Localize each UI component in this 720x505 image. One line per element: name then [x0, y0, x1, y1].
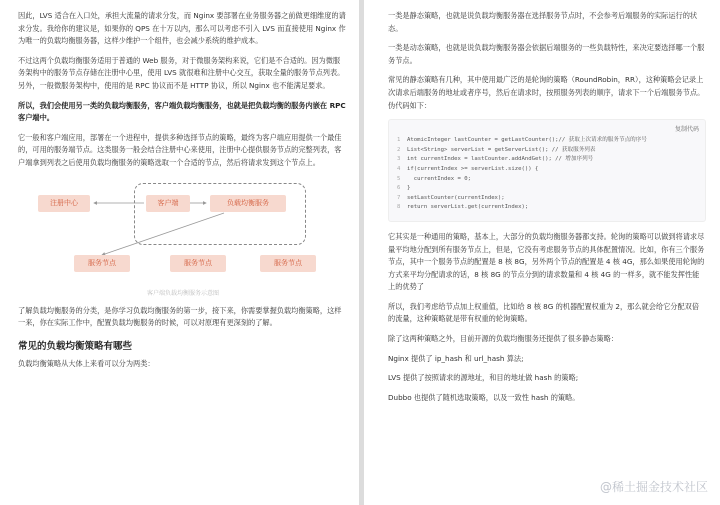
- code-line: 6 }: [397, 185, 411, 192]
- load-balancer-box: 负载均衡服务: [210, 195, 286, 212]
- code-line: 4 if(currentIndex >= serverList.size()) {: [397, 165, 539, 172]
- paragraph: 除了这两种策略之外，目前开源的负载均衡服务还提供了很多静态策略：: [388, 334, 619, 344]
- left-page: [0, 0, 359, 505]
- paragraph: 负载均衡策略从大体上来看可以分为两类：: [18, 358, 155, 368]
- service-node-box: 服务节点: [260, 255, 316, 272]
- paragraph: 不过这两个负载均衡服务适用于普通的 Web 服务，对于微服务架构来说，它们是不合适的。因为微服务架构中的服务节点存储在注册中心里，使用 LVS 就很难和注册中心交互，获取全量的服务节点列表。另外，一般微服务架构中，使用的是 RPC 协议而不是 HTTP 协议，所以 Nginx 也不能满足要求。: [18, 55, 345, 90]
- code-line: 5 currentIndex = 0;: [397, 175, 471, 182]
- service-node-box: 服务节点: [74, 255, 130, 272]
- paragraph: 所以，我们考虑给节点加上权重值，比如给 8 核 8G 的机器配置权重为 2，那么就会给它分配双倍的流量，这种策略就是带有权重的轮询策略。: [388, 301, 700, 324]
- right-page: [364, 0, 720, 505]
- paragraph: 一类是动态策略，也就是说负载均衡服务器会依据后端服务的一些负载特性，来决定要选择哪一个服务节点。: [388, 43, 705, 65]
- code-line: 1 AtomicInteger lastCounter = getLastCounter();// 获取上次请求的服务节点的序号: [397, 137, 647, 144]
- code-line: 2 List<String> serverList = getServerList(); // 获取服务列表: [397, 146, 596, 153]
- paragraph-bold: 所以，我们会使用另一类的负载均衡服务，客户端负载均衡服务，也就是把负载均衡的服务内嵌在 RPC 客户端中。: [18, 100, 346, 123]
- code-line: 7 setLastCounter(currentIndex);: [397, 194, 505, 201]
- list-item: Nginx 提供了 ip_hash 和 url_hash 算法;: [388, 353, 524, 363]
- section-heading: 常见的负载均衡策略有哪些: [18, 340, 133, 352]
- list-item: Dubbo 也提供了随机选取策略，以及一致性 hash 的策略。: [388, 392, 580, 402]
- code-block: [388, 119, 706, 222]
- code-line: 8 return serverList.get(currentIndex);: [397, 204, 529, 211]
- diagram-caption: 客户端负载均衡服务示意图: [146, 289, 219, 297]
- watermark: @稀土掘金技术社区: [599, 480, 708, 494]
- paragraph: 一类是静态策略，也就是说负载均衡服务器在选择服务节点时，不会参考后端服务的实际运行的状态。: [388, 11, 698, 33]
- code-line: 3 int currentIndex = lastCounter.addAndGet(); // 增加序列号: [397, 156, 594, 163]
- paragraph: 因此，LVS 适合在入口处，承担大流量的请求分发，而 Nginx 要部署在业务服务器之前做更细维度的请求分发。我给你的建议是，如果你的 QPS 在十万以内，那么可以考虑不引入 LVS 而直接使用 Nginx 作为唯一的负载均衡服务器，这样少维护一个组件，也会减少系统的维护成本。: [18, 11, 346, 46]
- client-load-balancing-diagram: [24, 177, 342, 297]
- paragraph: 它一般和客户端应用，部署在一个进程中，提供多种选择节点的策略，最终为客户端应用提供一个最佳的，可用的服务端节点。这类服务一般会结合注册中心来使用，注册中心提供服务节点的完整列表，客户端拿到列表之后使用负载均衡服务的策略选取一个合适的节点，然后将请求发到这个节点上。: [18, 132, 342, 167]
- paragraph: 常见的静态策略有几种，其中使用最广泛的是轮询的策略（RoundRobin，RR），这种策略会记录上次请求后端服务的地址或者序号，然后在请求时，按照服务列表的顺序，请求下一个后端服务节点。伪代码如下：: [388, 75, 705, 110]
- paragraph: 了解负载均衡服务的分类，是你学习负载均衡服务的第一步，接下来，你需要掌握负载均衡策略，这样一来，你在实际工作中，配置负载均衡服务的时候，可以对原理有更深刻的了解。: [18, 305, 342, 328]
- client-box: 客户端: [146, 195, 190, 212]
- service-node-box: 服务节点: [170, 255, 226, 272]
- copy-code-button[interactable]: 复制代码: [674, 126, 699, 134]
- list-item: LVS 提供了按照请求的源地址，和目的地址做 hash 的策略;: [388, 373, 579, 383]
- registry-box: 注册中心: [38, 195, 90, 212]
- paragraph: 它其实是一种通用的策略，基本上，大部分的负载均衡服务器都支持。轮询的策略可以做到将请求尽量平均地分配到所有服务节点上，但是，它没有考虑服务节点的具体配置情况。比如，你有三个服务节点，其中一个服务节点的配置是 8 核 8G，另外两个节点的配置是 4 核 4G，那么如果使用轮询的方式来平均分配请求的话，8 核 8G 的节点分到的请求数量和 4 核 4G 的一样多，就不能发挥性能上的优势了: [388, 231, 705, 292]
